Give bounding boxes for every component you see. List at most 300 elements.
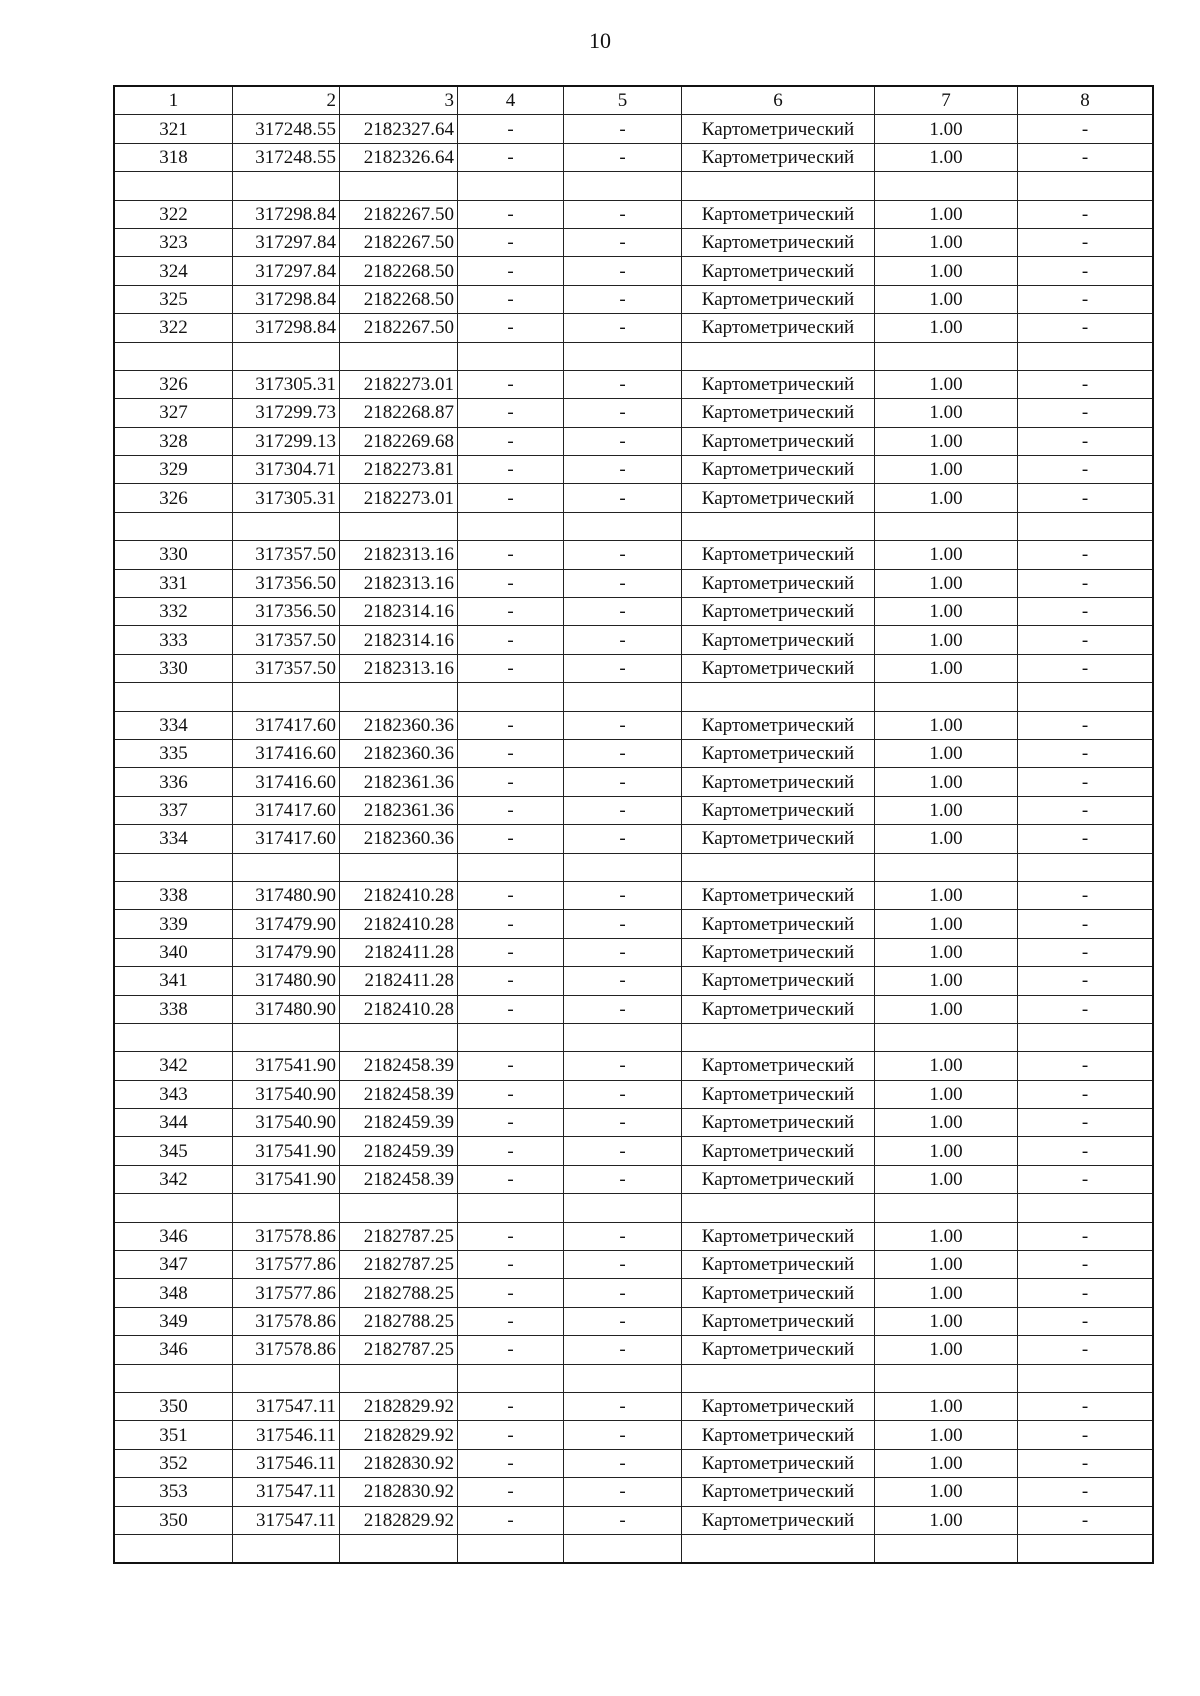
table-cell: - — [458, 399, 564, 427]
table-cell — [1018, 1023, 1154, 1051]
table-row — [114, 115, 1153, 143]
table-cell: - — [458, 1052, 564, 1080]
table-cell: 1.00 — [875, 257, 1018, 285]
table-cell: - — [564, 1165, 682, 1193]
table-cell: 2182410.28 — [340, 881, 458, 909]
table-cell — [340, 1194, 458, 1222]
table-cell: 2182314.16 — [340, 598, 458, 626]
table-cell: 317298.84 — [233, 285, 340, 313]
table-cell — [875, 1194, 1018, 1222]
table-cell: Картометрический — [682, 739, 875, 767]
table-cell: 317356.50 — [233, 569, 340, 597]
table-cell: - — [1018, 995, 1154, 1023]
table-cell: 1.00 — [875, 228, 1018, 256]
table-cell: - — [564, 456, 682, 484]
table-row — [114, 1080, 1153, 1108]
table-row — [114, 995, 1153, 1023]
table-cell: Картометрический — [682, 200, 875, 228]
table-cell: 317541.90 — [233, 1165, 340, 1193]
table-cell: Картометрический — [682, 1336, 875, 1364]
table-cell: 328 — [114, 427, 233, 455]
table-cell: 350 — [114, 1392, 233, 1420]
table-cell: 317577.86 — [233, 1279, 340, 1307]
table-cell: - — [1018, 1251, 1154, 1279]
table-cell — [114, 683, 233, 711]
column-header-8: 8 — [1018, 86, 1154, 115]
table-cell — [458, 853, 564, 881]
table-cell: Картометрический — [682, 711, 875, 739]
table-cell — [682, 1194, 875, 1222]
table-cell: 2182313.16 — [340, 541, 458, 569]
table-row — [114, 739, 1153, 767]
table-row — [114, 342, 1153, 370]
table-row — [114, 1478, 1153, 1506]
table-cell: - — [458, 541, 564, 569]
table-cell: 322 — [114, 314, 233, 342]
table-cell — [682, 512, 875, 540]
table-cell: 1.00 — [875, 739, 1018, 767]
table-cell: - — [1018, 881, 1154, 909]
table-cell: Картометрический — [682, 314, 875, 342]
table-row — [114, 1279, 1153, 1307]
table-cell: 347 — [114, 1251, 233, 1279]
table-row — [114, 1534, 1153, 1563]
table-cell: 348 — [114, 1279, 233, 1307]
table-cell: - — [1018, 285, 1154, 313]
table-cell: 2182267.50 — [340, 228, 458, 256]
table-cell: - — [1018, 1137, 1154, 1165]
table-cell: 1.00 — [875, 881, 1018, 909]
table-cell: 317297.84 — [233, 257, 340, 285]
table-cell — [233, 172, 340, 200]
table-cell — [340, 342, 458, 370]
table-cell: - — [1018, 1421, 1154, 1449]
table-cell — [875, 342, 1018, 370]
table-cell: 1.00 — [875, 1080, 1018, 1108]
table-cell — [233, 683, 340, 711]
table-cell: - — [1018, 739, 1154, 767]
table-cell: - — [1018, 569, 1154, 597]
table-row — [114, 228, 1153, 256]
table-row — [114, 768, 1153, 796]
table-cell: Картометрический — [682, 1109, 875, 1137]
table-cell: 317578.86 — [233, 1222, 340, 1250]
table-row — [114, 257, 1153, 285]
table-cell: 317248.55 — [233, 115, 340, 143]
table-cell: 325 — [114, 285, 233, 313]
table-cell: 350 — [114, 1506, 233, 1534]
table-cell — [233, 1023, 340, 1051]
table-cell: 330 — [114, 541, 233, 569]
table-cell: 2182787.25 — [340, 1336, 458, 1364]
table-cell: 1.00 — [875, 1307, 1018, 1335]
table-cell — [458, 342, 564, 370]
table-cell: - — [564, 995, 682, 1023]
table-cell: Картометрический — [682, 995, 875, 1023]
table-cell — [458, 683, 564, 711]
table-cell — [564, 1534, 682, 1563]
table-cell: Картометрический — [682, 626, 875, 654]
table-cell: 1.00 — [875, 1506, 1018, 1534]
table-cell: 1.00 — [875, 967, 1018, 995]
table-cell: Картометрический — [682, 257, 875, 285]
table-cell: - — [458, 370, 564, 398]
table-cell — [340, 1023, 458, 1051]
table-cell: 317305.31 — [233, 370, 340, 398]
table-cell: 317357.50 — [233, 626, 340, 654]
coordinates-table — [113, 85, 1154, 1564]
table-cell: - — [564, 1336, 682, 1364]
table-cell: - — [458, 569, 564, 597]
table-cell: - — [458, 910, 564, 938]
table-cell: - — [1018, 1506, 1154, 1534]
table-cell: 317479.90 — [233, 910, 340, 938]
table-cell: Картометрический — [682, 1052, 875, 1080]
table-cell: Картометрический — [682, 1222, 875, 1250]
table-cell: - — [1018, 1165, 1154, 1193]
table-cell — [682, 853, 875, 881]
table-cell: - — [1018, 1222, 1154, 1250]
table-cell: - — [458, 626, 564, 654]
table-cell: 317417.60 — [233, 796, 340, 824]
table-cell: 2182361.36 — [340, 796, 458, 824]
table-cell: 2182269.68 — [340, 427, 458, 455]
table-cell: - — [1018, 541, 1154, 569]
table-cell — [233, 1534, 340, 1563]
table-cell — [114, 853, 233, 881]
table-cell: 1.00 — [875, 1478, 1018, 1506]
table-cell: 1.00 — [875, 314, 1018, 342]
table-cell: - — [564, 825, 682, 853]
table-cell: 317357.50 — [233, 654, 340, 682]
table-cell: 2182273.81 — [340, 456, 458, 484]
table-cell: Картометрический — [682, 228, 875, 256]
table-cell: 327 — [114, 399, 233, 427]
table-cell: - — [458, 1392, 564, 1420]
column-header-3: 3 — [340, 86, 458, 115]
table-cell: 1.00 — [875, 399, 1018, 427]
table-cell — [875, 512, 1018, 540]
table-cell: - — [1018, 228, 1154, 256]
table-row — [114, 825, 1153, 853]
table-cell: 1.00 — [875, 143, 1018, 171]
table-cell: 1.00 — [875, 938, 1018, 966]
table-cell: - — [1018, 654, 1154, 682]
column-header-7: 7 — [875, 86, 1018, 115]
table-cell: 344 — [114, 1109, 233, 1137]
table-cell: - — [458, 967, 564, 995]
table-cell: - — [1018, 1478, 1154, 1506]
table-cell: - — [1018, 796, 1154, 824]
table-cell: 329 — [114, 456, 233, 484]
table-cell: 1.00 — [875, 1336, 1018, 1364]
table-cell — [114, 512, 233, 540]
table-cell: 1.00 — [875, 711, 1018, 739]
table-cell — [875, 1364, 1018, 1392]
table-cell: 338 — [114, 881, 233, 909]
table-cell: - — [458, 654, 564, 682]
table-row — [114, 1165, 1153, 1193]
table-cell: 336 — [114, 768, 233, 796]
table-cell: - — [564, 257, 682, 285]
table-cell: - — [564, 1080, 682, 1108]
table-cell: - — [564, 711, 682, 739]
table-cell: 317479.90 — [233, 938, 340, 966]
table-cell: 317546.11 — [233, 1421, 340, 1449]
table-cell: 353 — [114, 1478, 233, 1506]
table-cell — [1018, 342, 1154, 370]
table-cell: 2182829.92 — [340, 1392, 458, 1420]
table-cell: 1.00 — [875, 1109, 1018, 1137]
table-cell — [875, 1023, 1018, 1051]
table-cell: 2182268.50 — [340, 285, 458, 313]
table-row — [114, 569, 1153, 597]
table-cell: Картометрический — [682, 1137, 875, 1165]
table-cell — [1018, 1194, 1154, 1222]
table-cell — [233, 512, 340, 540]
table-cell: 2182458.39 — [340, 1165, 458, 1193]
table-cell: 352 — [114, 1449, 233, 1477]
table-cell — [233, 1194, 340, 1222]
table-cell: - — [458, 1251, 564, 1279]
table-row — [114, 967, 1153, 995]
table-cell: 2182268.50 — [340, 257, 458, 285]
table-cell: 338 — [114, 995, 233, 1023]
table-cell: Картометрический — [682, 1251, 875, 1279]
table-cell: - — [1018, 1109, 1154, 1137]
table-cell: Картометрический — [682, 1421, 875, 1449]
table-cell: - — [458, 1478, 564, 1506]
table-row — [114, 1421, 1153, 1449]
table-cell: - — [458, 200, 564, 228]
table-cell: 2182829.92 — [340, 1421, 458, 1449]
table-cell: 317578.86 — [233, 1307, 340, 1335]
table-cell: - — [1018, 143, 1154, 171]
table-cell: - — [458, 1421, 564, 1449]
table-cell: Картометрический — [682, 115, 875, 143]
table-row — [114, 1307, 1153, 1335]
table-cell: 2182267.50 — [340, 200, 458, 228]
table-cell: 2182267.50 — [340, 314, 458, 342]
table-cell: Картометрический — [682, 768, 875, 796]
table-row — [114, 1137, 1153, 1165]
table-cell — [564, 1364, 682, 1392]
table-cell: - — [1018, 200, 1154, 228]
table-cell: 317356.50 — [233, 598, 340, 626]
table-row — [114, 541, 1153, 569]
table-cell: - — [564, 569, 682, 597]
table-cell: 1.00 — [875, 200, 1018, 228]
table-cell: 317541.90 — [233, 1137, 340, 1165]
table-cell: 341 — [114, 967, 233, 995]
table-cell: - — [564, 1421, 682, 1449]
table-cell: Картометрический — [682, 1279, 875, 1307]
table-cell: 1.00 — [875, 825, 1018, 853]
table-cell: 342 — [114, 1165, 233, 1193]
table-cell: 2182830.92 — [340, 1449, 458, 1477]
table-cell: 1.00 — [875, 115, 1018, 143]
table-cell: - — [458, 1222, 564, 1250]
table-cell: - — [458, 825, 564, 853]
table-cell — [682, 1023, 875, 1051]
table-cell: - — [564, 881, 682, 909]
table-row — [114, 512, 1153, 540]
table-cell: 323 — [114, 228, 233, 256]
table-cell: - — [458, 598, 564, 626]
table-cell: - — [458, 1137, 564, 1165]
table-row — [114, 456, 1153, 484]
table-cell — [682, 1534, 875, 1563]
table-cell: 2182787.25 — [340, 1222, 458, 1250]
table-cell: 317297.84 — [233, 228, 340, 256]
table-row — [114, 1392, 1153, 1420]
table-cell: 332 — [114, 598, 233, 626]
table-cell — [340, 512, 458, 540]
table-cell — [458, 1534, 564, 1563]
table-cell — [340, 172, 458, 200]
table-cell: - — [564, 967, 682, 995]
table-cell: 317547.11 — [233, 1392, 340, 1420]
table-cell: 317540.90 — [233, 1109, 340, 1137]
table-cell — [682, 683, 875, 711]
table-body — [114, 115, 1153, 1563]
table-cell — [458, 1023, 564, 1051]
table-row — [114, 1109, 1153, 1137]
table-cell: 1.00 — [875, 1222, 1018, 1250]
table-cell — [564, 1023, 682, 1051]
table-cell — [682, 1364, 875, 1392]
table-cell: Картометрический — [682, 654, 875, 682]
table-cell: - — [458, 1307, 564, 1335]
table-cell: - — [1018, 825, 1154, 853]
table-cell: - — [564, 626, 682, 654]
column-header-5: 5 — [564, 86, 682, 115]
table-cell: - — [564, 1222, 682, 1250]
table-cell: 1.00 — [875, 626, 1018, 654]
table-cell: 1.00 — [875, 484, 1018, 512]
table-cell: - — [1018, 1449, 1154, 1477]
table-cell: - — [458, 768, 564, 796]
table-cell: - — [564, 370, 682, 398]
table-cell: 351 — [114, 1421, 233, 1449]
table-cell: - — [564, 1392, 682, 1420]
table-cell: 326 — [114, 484, 233, 512]
table-row — [114, 484, 1153, 512]
table-cell: 317299.13 — [233, 427, 340, 455]
table-cell: Картометрический — [682, 1506, 875, 1534]
table-row — [114, 1023, 1153, 1051]
table-cell: 1.00 — [875, 541, 1018, 569]
table-cell: 317577.86 — [233, 1251, 340, 1279]
table-row — [114, 853, 1153, 881]
table-cell: - — [458, 1109, 564, 1137]
table-cell — [340, 853, 458, 881]
table-cell: 2182360.36 — [340, 739, 458, 767]
table-cell: Картометрический — [682, 1080, 875, 1108]
table-row — [114, 200, 1153, 228]
table-cell — [875, 172, 1018, 200]
table-row — [114, 1194, 1153, 1222]
table-cell: - — [458, 1336, 564, 1364]
table-cell: - — [564, 427, 682, 455]
table-cell: - — [1018, 427, 1154, 455]
table-cell: 1.00 — [875, 1251, 1018, 1279]
table-cell: 2182458.39 — [340, 1052, 458, 1080]
table-cell: 346 — [114, 1336, 233, 1364]
table-cell: 1.00 — [875, 569, 1018, 597]
table-cell — [340, 1534, 458, 1563]
table-cell: Картометрический — [682, 285, 875, 313]
table-cell: - — [1018, 910, 1154, 938]
table-cell — [1018, 172, 1154, 200]
table-cell: 317540.90 — [233, 1080, 340, 1108]
table-cell: - — [1018, 314, 1154, 342]
table-cell: 324 — [114, 257, 233, 285]
table-cell: Картометрический — [682, 427, 875, 455]
table-cell: Картометрический — [682, 1449, 875, 1477]
table-cell: 334 — [114, 825, 233, 853]
table-cell: - — [458, 1279, 564, 1307]
table-cell — [233, 1364, 340, 1392]
table-cell: Картометрический — [682, 967, 875, 995]
table-cell — [564, 342, 682, 370]
table-cell: Картометрический — [682, 143, 875, 171]
table-cell: Картометрический — [682, 1478, 875, 1506]
table-cell: - — [564, 796, 682, 824]
table-row — [114, 172, 1153, 200]
column-header-2: 2 — [233, 86, 340, 115]
table-cell: 2182313.16 — [340, 569, 458, 597]
table-cell — [458, 512, 564, 540]
table-cell: 317541.90 — [233, 1052, 340, 1080]
table-cell: 1.00 — [875, 456, 1018, 484]
table-cell — [564, 1194, 682, 1222]
table-cell: 334 — [114, 711, 233, 739]
table-row — [114, 1251, 1153, 1279]
table-cell: 1.00 — [875, 1392, 1018, 1420]
table-cell: - — [564, 654, 682, 682]
table-cell: - — [1018, 370, 1154, 398]
table-cell: 326 — [114, 370, 233, 398]
table-cell: 317248.55 — [233, 143, 340, 171]
table-cell: Картометрический — [682, 825, 875, 853]
table-cell: Картометрический — [682, 541, 875, 569]
table-cell: - — [564, 143, 682, 171]
table-cell: 2182411.28 — [340, 938, 458, 966]
table-cell: 2182788.25 — [340, 1279, 458, 1307]
table-cell: Картометрический — [682, 484, 875, 512]
table-cell: 317305.31 — [233, 484, 340, 512]
table-cell: 333 — [114, 626, 233, 654]
table-row — [114, 626, 1153, 654]
table-cell: - — [564, 314, 682, 342]
table-cell: - — [564, 1137, 682, 1165]
table-cell: 345 — [114, 1137, 233, 1165]
table-cell: - — [458, 456, 564, 484]
table-cell: - — [458, 739, 564, 767]
table-cell: - — [458, 1165, 564, 1193]
table-cell: - — [458, 285, 564, 313]
column-header-1: 1 — [114, 86, 233, 115]
table-cell: 2182273.01 — [340, 484, 458, 512]
table-cell: - — [564, 115, 682, 143]
table-cell: Картометрический — [682, 796, 875, 824]
table-cell: - — [458, 314, 564, 342]
table-cell: - — [564, 541, 682, 569]
table-cell: 2182459.39 — [340, 1137, 458, 1165]
table-cell: Картометрический — [682, 1392, 875, 1420]
table-cell: 317417.60 — [233, 825, 340, 853]
